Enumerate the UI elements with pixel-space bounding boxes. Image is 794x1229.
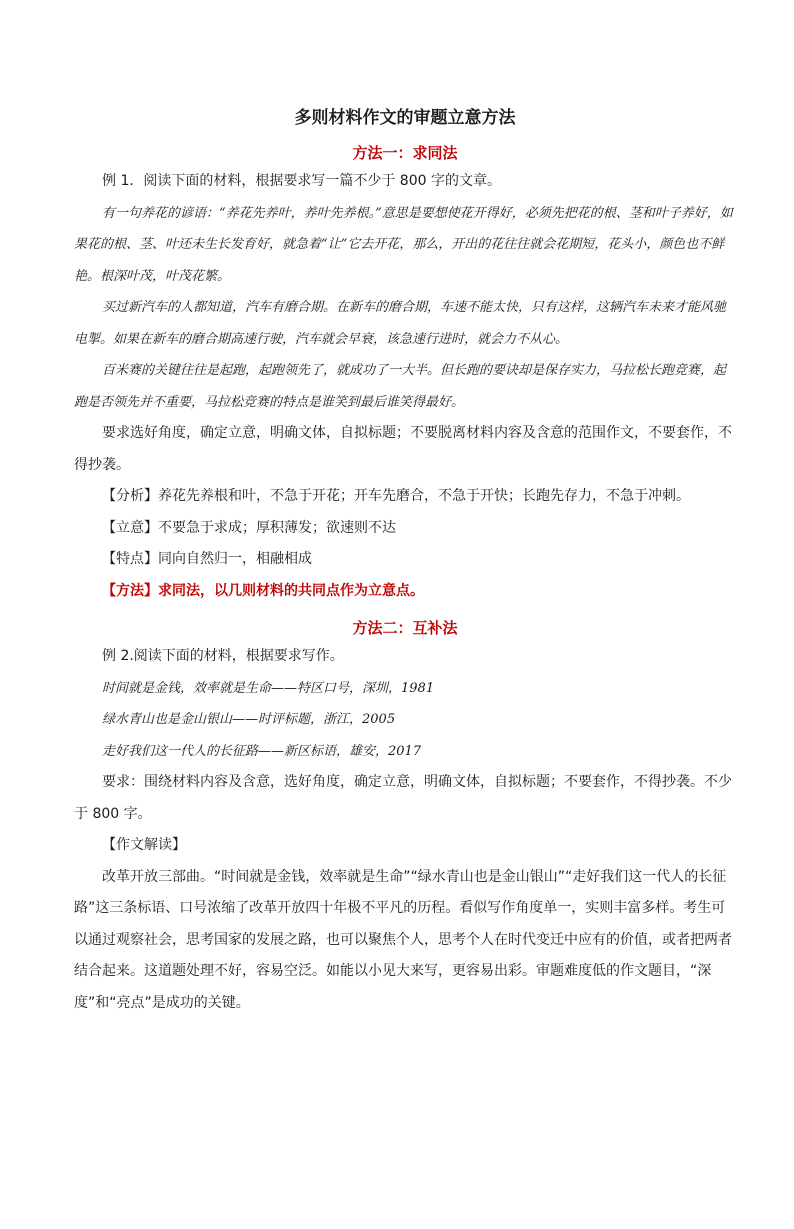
method-label: 【方法】 (102, 582, 158, 599)
requirement2-paragraph: 要求：围绕材料内容及含意，选好角度，确定立意，明确文体，自拟标题；不要套作，不得抄袭。不少于 800 字。 (74, 774, 732, 822)
document-page (0, 106, 794, 1229)
feature-paragraph (74, 544, 736, 576)
material2-paragraph: 买过新汽车的人都知道，汽车有磨合期。在新车的磨合期，车速不能太快，只有这样，这辆汽车未来才能风驰电掣。如果在新车的磨合期高速行驶，汽车就会早衰，该急速行进时，就会力不从心。 (74, 300, 727, 347)
material1-paragraph: 有一句养花的谚语：“养花先养叶，养叶先养根。”意思是要想使花开得好，必须先把花的根、茎和叶子养好，如果花的根、茎、叶还未生长发育好，就急着“让”它去开花，那么，开出的花往往就会花期短，花头小，颜色也不鲜艳。根深叶茂，叶茂花繁。 (74, 205, 733, 284)
method-text: 求同法，以几则材料的共同点作为立意点。 (158, 582, 424, 599)
interpretation-label: 【作文解读】 (102, 837, 186, 853)
feature-text: 同向自然归一，相融相成 (158, 551, 312, 567)
example1-prompt: 例 1．阅读下面的材料，根据要求写一篇不少于 800 字的文章。 (102, 173, 501, 189)
idea-label: 【立意】 (102, 519, 158, 536)
material3-paragraph: 百米赛的关键往往是起跑，起跑领先了，就成功了一大半。但长跑的要诀却是保存实力，马拉松长跑竞赛，起跑是否领先并不重要，马拉松竞赛的特点是谁笑到最后谁笑得最好。 (74, 363, 727, 410)
example2-prompt: 例 2.阅读下面的材料，根据要求写作。 (102, 648, 344, 664)
idea-text: 不要急于求成；厚积薄发；欲速则不达 (158, 519, 396, 536)
feature-label: 【特点】 (102, 551, 158, 567)
idea-paragraph (74, 513, 736, 545)
document-title: 多则材料作文的审题立意方法 (294, 108, 516, 128)
interpretation-paragraph: 改革开放三部曲。“时间就是金钱，效率就是生命”“绿水青山也是金山银山”“走好我们这一代人的长征路”这三条标语、口号浓缩了改革开放四十年极不平凡的历程。看似写作角度单一，实则丰富多样。考生可以通过观察社会，思考国家的发展之路，也可以聚焦个人，思考个人在时代变迁中应有的价值，或者把两者结合起来。这道题处理不好，容易空泛。如能以小见大来写，更容易出彩。审题难度低的作文题目，“深度”和“亮点”是成功的关键。 (74, 868, 732, 1011)
analysis-text: 养花先养根和叶，不急于开花；开车先磨合，不急于开快；长跑先存力，不急于冲刺。 (158, 488, 690, 504)
analysis-paragraph (74, 481, 736, 513)
slogan-line-2: 绿水青山也是金山银山——时评标题，浙江，2005 (102, 712, 396, 727)
slogan-line-3: 走好我们这一代人的长征路——新区标语，雄安，2017 (102, 743, 422, 759)
slogan-line-1: 时间就是金钱，效率就是生命——特区口号，深圳，1981 (102, 680, 435, 696)
method2-heading: 方法二：互补法 (352, 619, 458, 637)
analysis-label: 【分析】 (102, 488, 158, 504)
method1-heading: 方法一：求同法 (352, 144, 458, 162)
method-summary-paragraph (74, 576, 736, 608)
requirement1-paragraph: 要求选好角度，确定立意，明确文体，自拟标题；不要脱离材料内容及含意的范围作文，不要套作，不得抄袭。 (74, 425, 732, 473)
